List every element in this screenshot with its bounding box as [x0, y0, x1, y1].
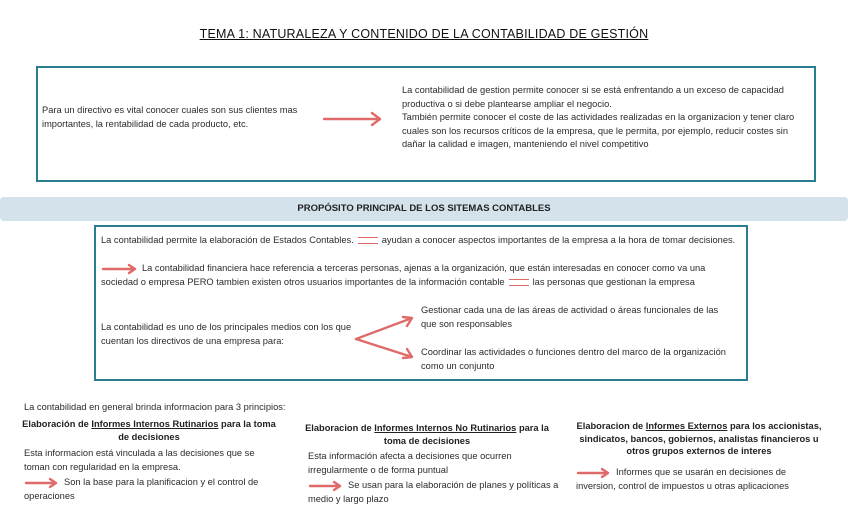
- purpose-line2-b: las personas que gestionan la empresa: [532, 276, 695, 287]
- column-2-heading-underlined: Informes Internos No Rutinarios: [374, 423, 517, 433]
- column-2-heading: [298, 422, 556, 447]
- branch-arrows-icon: [352, 312, 416, 362]
- intro-right-para2: También permite conocer el coste de las actividades realizadas en la organizacion y tener claro cuales son los recursos críticos de la empresa, que le permita, por ejemplo, reducir costes sin dañar la calidad e imagen, manteniendo el nivel competitivo: [402, 112, 795, 149]
- column-2-heading-post: para la toma de decisiones: [383, 423, 549, 446]
- column-1-desc: Esta informacion está vinculada a las decisiones que se toman con regularidad en la empresa.: [24, 448, 255, 472]
- purpose-line1-a: La contabilidad permite la elaboración de Estados Contables.: [101, 235, 354, 245]
- purpose-line2-a: La contabilidad financiera hace referencia a terceras personas, ajenas a la organización, que están interesadas en conocer como va una sociedad o empresa PERO tambien existen otros usuarios importantes de la información contable: [101, 263, 706, 287]
- column-3-heading: [574, 420, 824, 458]
- equals-icon: [509, 279, 529, 286]
- column-3-heading-underlined: Informes Externos: [645, 421, 728, 431]
- intro-arrow-icon: [322, 110, 384, 128]
- purpose-line2: [101, 262, 741, 289]
- column-2-arrow-icon: [308, 480, 344, 492]
- column-2-heading-pre: Elaboracion de: [305, 423, 375, 433]
- column-3-arrow-line: [576, 466, 826, 493]
- intro-right-para1: La contabilidad de gestion permite conocer si se está enfrentando a un exceso de capacidad productiva o si debe plantearse ampliar el negocio.: [402, 85, 784, 109]
- column-2-desc: Esta información afecta a decisiones que ocurren irregularmente o de forma puntual: [308, 451, 512, 475]
- purpose-line1: [101, 234, 741, 248]
- financial-arrow-icon: [101, 263, 139, 275]
- branch-top-text: Gestionar cada una de las áreas de actividad o áreas funcionales de las que son responsables: [421, 305, 719, 329]
- purpose-line1-b: ayudan a conocer aspectos importantes de la empresa a la hora de tomar decisiones.: [381, 235, 736, 245]
- column-1-arrow-line: [24, 476, 282, 503]
- column-3-heading-pre: Elaboracion de: [576, 421, 646, 431]
- branch-bottom-text: Coordinar las actividades o funciones dentro del marco de la organización como un conjunto: [421, 347, 726, 371]
- column-1-heading: [20, 418, 278, 443]
- intro-right-text: [402, 84, 807, 152]
- branch-source-text: La contabilidad es uno de los principales medios con los que cuentan los directivos de una empresa para:: [101, 322, 352, 346]
- column-1-arrow-icon: [24, 477, 60, 489]
- column-1-heading-post: para la toma de decisiones: [118, 419, 276, 442]
- principles-intro: La contabilidad en general brinda informacion para 3 principios:: [24, 402, 286, 412]
- column-2-arrow-text: Se usan para la elaboración de planes y políticas a medio y largo plazo: [308, 480, 559, 504]
- section-band-label: PROPÓSITO PRINCIPAL DE LOS SITEMAS CONTABLES: [297, 203, 551, 214]
- column-3-arrow-text: Informes que se usarán en decisiones de inversion, control de impuestos u otras aplicaciones: [576, 467, 789, 491]
- column-3-arrow-icon: [576, 467, 612, 479]
- column-2-arrow-line: [308, 479, 560, 506]
- intro-left-text: Para un directivo es vital conocer cuales son sus clientes mas importantes, la rentabilidad de cada producto, etc.: [42, 105, 298, 129]
- column-1-heading-pre: Elaboración de: [22, 419, 92, 429]
- column-3-heading-post: para los accionistas, sindicatos, bancos, gobiernos, analistas financieros u otros grupos externos de interes: [579, 421, 822, 456]
- column-1-arrow-text: Son la base para la planificacion y el control de operaciones: [24, 477, 259, 501]
- column-1-heading-underlined: Informes Internos Rutinarios: [91, 419, 219, 429]
- equals-icon: [358, 237, 378, 244]
- page-title: TEMA 1: NATURALEZA Y CONTENIDO DE LA CONTABILIDAD DE GESTIÓN: [199, 27, 649, 41]
